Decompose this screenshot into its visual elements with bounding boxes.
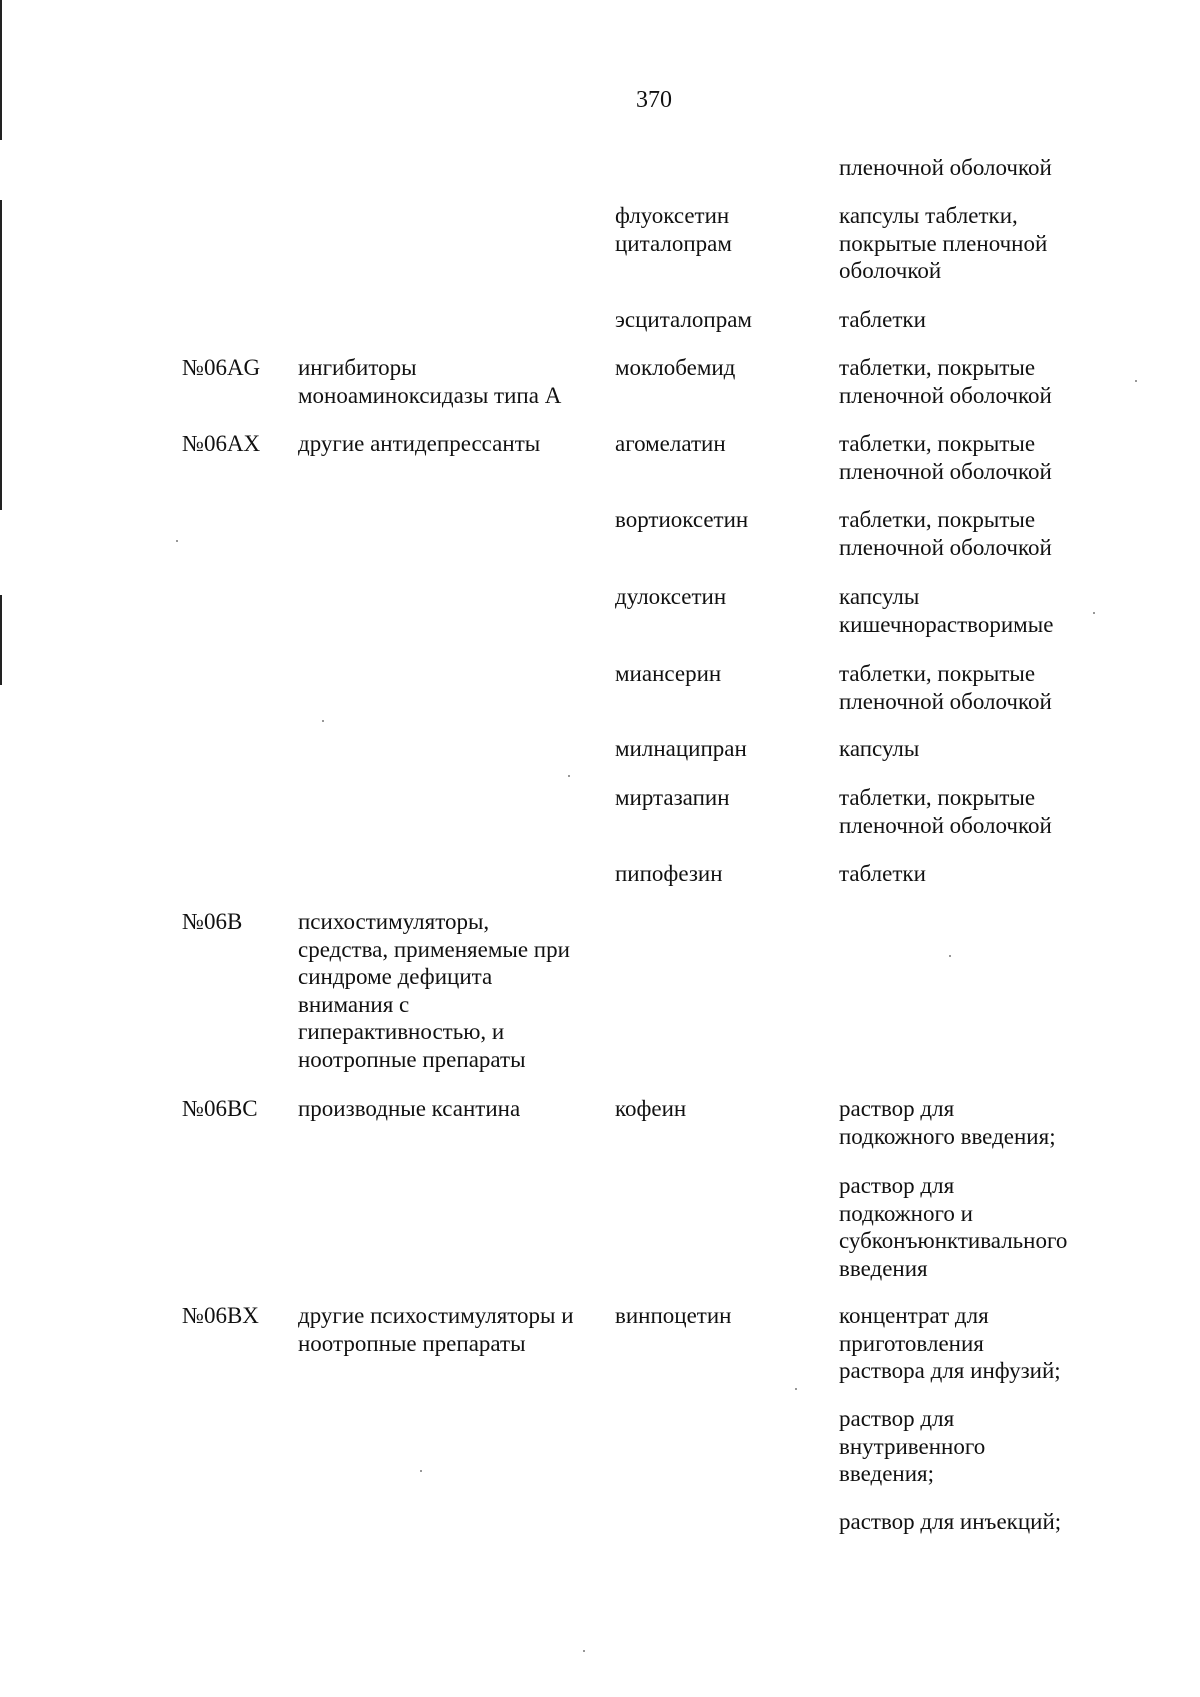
atc-code: №06BC: [182, 1096, 258, 1121]
dosage-form: таблетки: [839, 307, 926, 332]
table-row: [0, 1095, 1200, 1172]
dosage-form: таблетки: [839, 861, 926, 886]
dosage-form: раствор для инъекций;: [839, 1509, 1062, 1534]
pharmacological-group: психостимуляторы, средства, применяемые при синдроме дефицита внимания с гиперактивностью, и ноотропные препараты: [298, 909, 570, 1072]
drug-name: милнаципран: [615, 736, 747, 761]
table-row: [0, 430, 1200, 506]
drug-name: агомелатин: [615, 431, 726, 456]
scan-speck: [176, 540, 178, 542]
dosage-form: капсулы кишечнорастворимые: [839, 584, 1054, 637]
drug-name: миртазапин: [615, 785, 730, 810]
scan-speck: [568, 775, 570, 777]
atc-code: №06AX: [182, 431, 261, 456]
table-row: [0, 202, 1200, 306]
dosage-form: капсулы: [839, 736, 920, 761]
table-row: [0, 354, 1200, 430]
dosage-form: раствор для подкожного введения;: [839, 1096, 1056, 1149]
scan-edge-mark: [0, 595, 2, 685]
drug-name: пипофезин: [615, 861, 723, 886]
dosage-form: таблетки, покрытые пленочной оболочкой: [839, 661, 1052, 714]
dosage-form: капсулы таблетки, покрытые пленочной оболочкой: [839, 203, 1048, 283]
dosage-form: пленочной оболочкой: [839, 155, 1052, 180]
dosage-form: таблетки, покрытые пленочной оболочкой: [839, 785, 1052, 838]
table-row: [0, 735, 1200, 784]
scan-speck: [583, 1650, 585, 1652]
drug-name: вортиоксетин: [615, 507, 749, 532]
scan-speck: [420, 1470, 422, 1472]
table-row: [0, 1405, 1200, 1508]
table-row: [0, 1172, 1200, 1302]
pharmacological-group: другие антидепрессанты: [298, 431, 541, 456]
pharmacological-group: другие психостимуляторы и ноотропные препараты: [298, 1303, 574, 1356]
scan-edge-mark: [0, 0, 2, 140]
table-row: [0, 784, 1200, 860]
scan-speck: [949, 955, 951, 957]
dosage-form: таблетки, покрытые пленочной оболочкой: [839, 355, 1052, 408]
table-row: [0, 660, 1200, 735]
scan-speck: [1135, 380, 1137, 382]
table-row: [0, 1302, 1200, 1405]
dosage-form: таблетки, покрытые пленочной оболочкой: [839, 507, 1052, 560]
drug-name: миансерин: [615, 661, 722, 686]
scan-speck: [1093, 612, 1095, 614]
table-row: [0, 860, 1200, 908]
table-row: [0, 1508, 1200, 1548]
atc-code: №06B: [182, 909, 243, 934]
dosage-form: раствор для внутривенного введения;: [839, 1406, 986, 1486]
drug-name: флуоксетин циталопрам: [615, 203, 732, 256]
atc-code: №06AG: [182, 355, 261, 380]
drug-name: кофеин: [615, 1096, 687, 1121]
scan-speck: [322, 720, 324, 722]
drug-name: дулоксетин: [615, 584, 727, 609]
atc-code: №06BX: [182, 1303, 259, 1328]
table-row: [0, 506, 1200, 583]
drug-name: винпоцетин: [615, 1303, 732, 1328]
drug-name: моклобемид: [615, 355, 736, 380]
scan-edge-mark: [0, 200, 2, 510]
table-row: [0, 306, 1200, 354]
drug-name: эсциталопрам: [615, 307, 752, 332]
dosage-form: таблетки, покрытые пленочной оболочкой: [839, 431, 1052, 484]
table-row: [0, 583, 1200, 660]
dosage-form: концентрат для приготовления раствора для инфузий;: [839, 1303, 1061, 1383]
table-row: [0, 154, 1200, 202]
pharmacological-group: производные ксантина: [298, 1096, 521, 1121]
page-number: 370: [636, 87, 672, 113]
dosage-form: раствор для подкожного и субконъюнктивального введения: [839, 1173, 1068, 1281]
table-row: [0, 908, 1200, 1095]
pharmacological-group: ингибиторы моноаминоксидазы типа А: [298, 355, 562, 408]
drug-table: [0, 154, 1200, 1548]
scan-speck: [795, 1388, 797, 1390]
